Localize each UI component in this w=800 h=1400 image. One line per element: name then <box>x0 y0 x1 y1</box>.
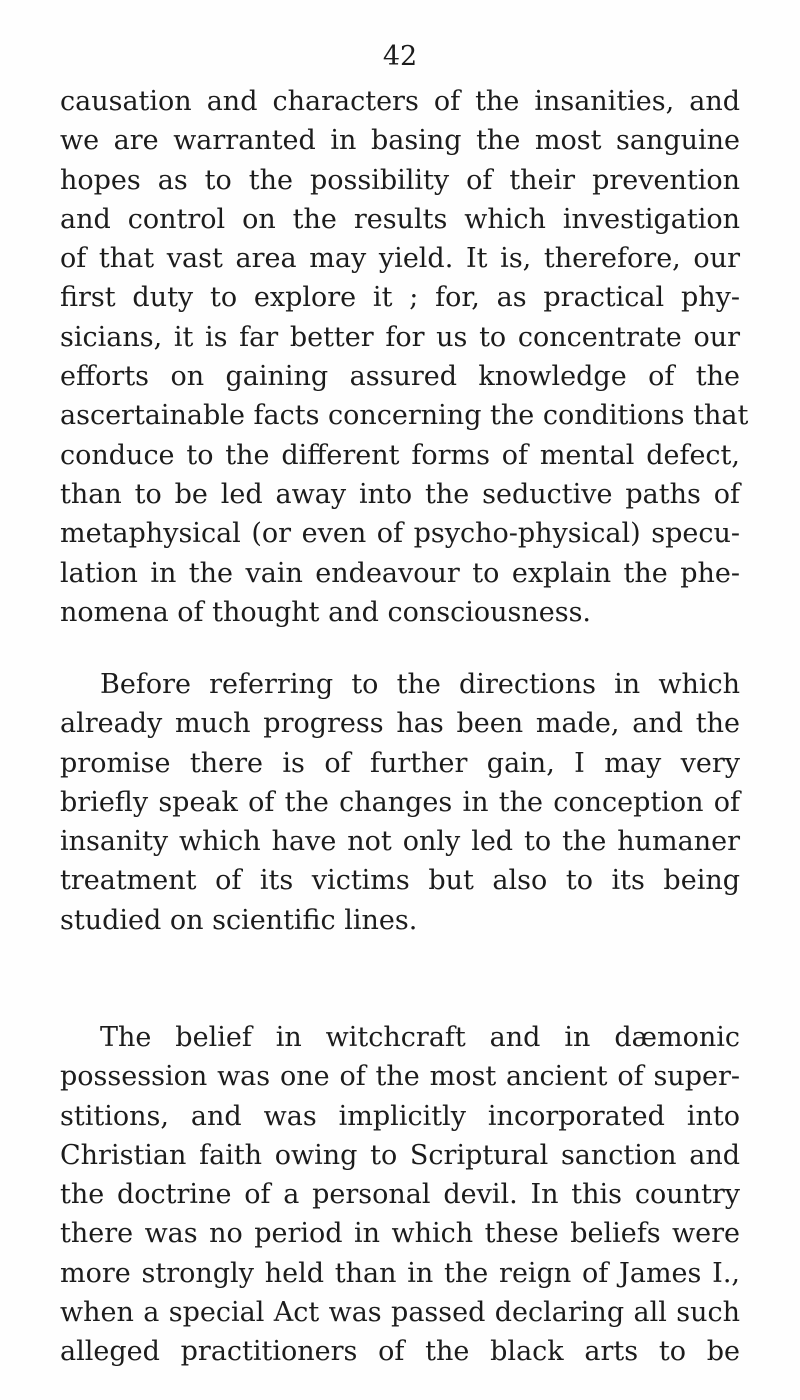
text-line: than to be led away into the seductive paths of <box>60 478 740 510</box>
text-line: alleged practitioners of the black arts to be <box>60 1336 740 1368</box>
text-line: when a special Act was passed declaring all such <box>60 1297 740 1329</box>
text-line: promise there is of further gain, I may very <box>60 747 740 779</box>
text-line: the doctrine of a personal devil. In this country <box>60 1179 740 1211</box>
text-line: of that vast area may yield. It is, therefore, our <box>60 243 740 275</box>
text-line: more strongly held than in the reign of James I., <box>60 1257 740 1289</box>
text-line: treatment of its victims but also to its being <box>60 865 740 897</box>
page-number: 42 <box>382 41 418 72</box>
text-line: already much progress has been made, and the <box>60 708 740 740</box>
text-line: sicians, it is far better for us to concentrate our <box>60 321 740 353</box>
text-line: Before referring to the directions in which <box>100 669 740 700</box>
paragraph-3 <box>60 1018 740 1372</box>
text-line: studied on scientific lines. <box>60 904 418 936</box>
text-line: and control on the results which investigation <box>60 203 740 235</box>
paragraph-1 <box>60 82 749 632</box>
text-line: possession was one of the most ancient of super- <box>60 1061 740 1093</box>
text-line: nomena of thought and consciousness. <box>60 596 592 628</box>
text-line: lation in the vain endeavour to explain the phe- <box>60 557 740 589</box>
text-line: first duty to explore it ; for, as practical phy- <box>60 282 740 314</box>
text-line: we are warranted in basing the most sanguine <box>60 125 740 157</box>
text-line: insanity which have not only led to the humaner <box>60 826 740 858</box>
text-line: Christian faith owing to Scriptural sanction and <box>60 1139 740 1171</box>
text-line: conduce to the different forms of mental defect, <box>60 439 740 471</box>
text-line: The belief in witchcraft and in dæmonic <box>100 1022 740 1053</box>
text-line: causation and characters of the insanities, and <box>60 86 740 117</box>
text-line: metaphysical (or even of psycho-physical) specu- <box>60 518 740 550</box>
text-line: there was no period in which these beliefs were <box>60 1218 740 1250</box>
text-line: hopes as to the possibility of their prevention <box>60 164 740 196</box>
paragraph-2 <box>60 665 740 940</box>
text-line: efforts on gaining assured knowledge of the <box>60 361 740 393</box>
text-line: stitions, and was implicitly incorporated into <box>60 1100 740 1132</box>
text-line: briefly speak of the changes in the conception of <box>60 786 740 818</box>
text-line: ascertainable facts concerning the conditions that <box>60 400 749 432</box>
